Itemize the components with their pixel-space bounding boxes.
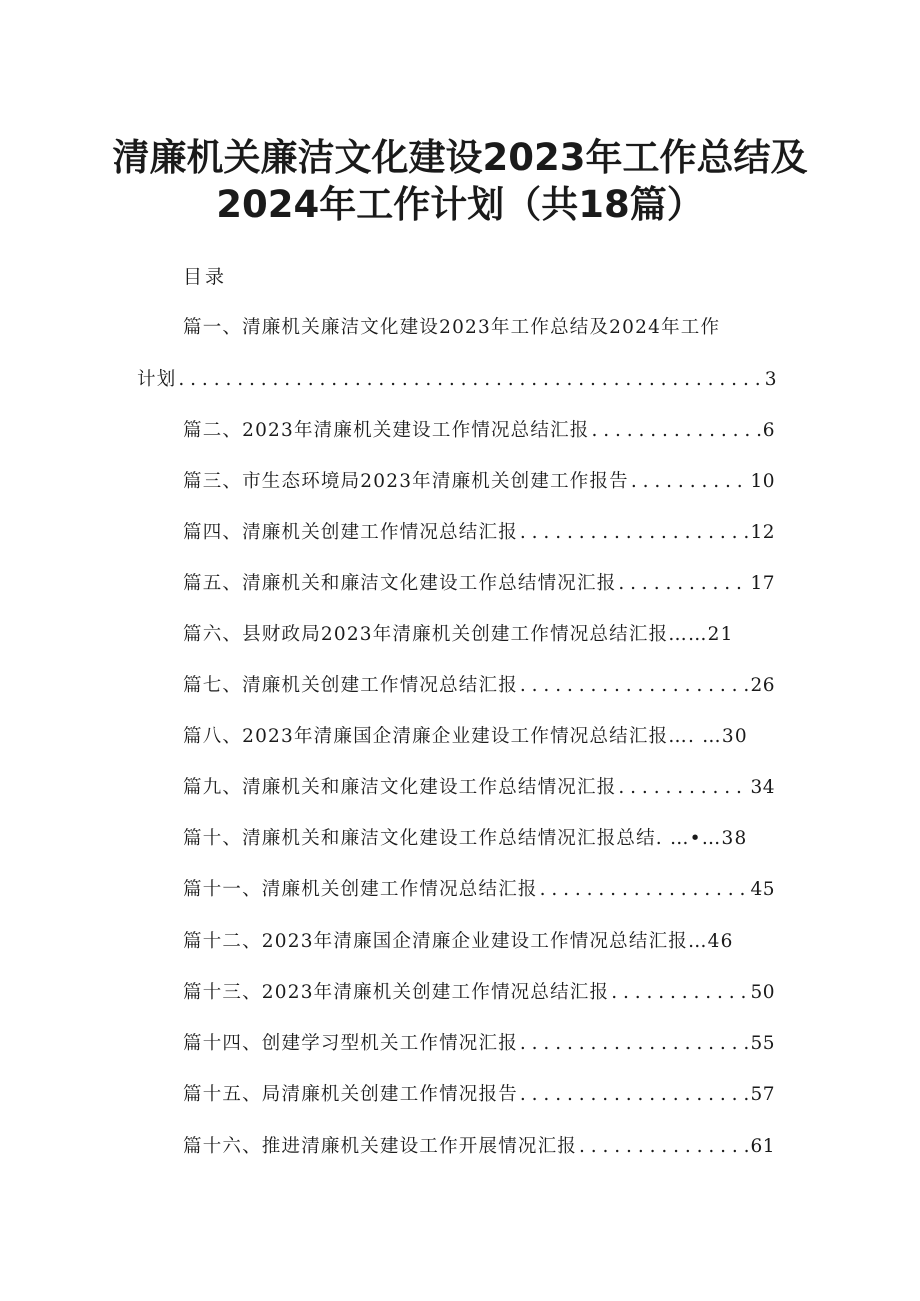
dot-leader — [178, 367, 762, 393]
toc-entry-text: 篇十一、清廉机关创建工作情况总结汇报 — [183, 879, 538, 900]
toc-page-number: 50 — [750, 982, 775, 1003]
toc-entry-text: 篇十三、2023年清廉机关创建工作情况总结汇报 — [183, 982, 610, 1003]
toc-entry-13[interactable] — [183, 980, 775, 1006]
document-title-line-1: 清廉机关廉洁文化建设2023年工作总结及 — [112, 136, 808, 179]
toc-page-number: 3 — [764, 369, 777, 390]
dot-leader — [618, 775, 748, 801]
toc-entry-11[interactable] — [183, 877, 775, 903]
toc-entry-1[interactable] — [137, 367, 777, 393]
toc-entry-text: 计划 — [137, 369, 177, 390]
toc-entry-text: 篇十四、创建学习型机关工作情况汇报 — [183, 1033, 518, 1054]
toc-page-number: 6 — [762, 420, 775, 441]
toc-entry-text: 篇五、清廉机关和廉洁文化建设工作总结情况汇报 — [183, 573, 617, 594]
toc-page-number: 61 — [750, 1136, 775, 1157]
dot-leader — [611, 980, 748, 1006]
toc-entry-4[interactable] — [183, 520, 775, 546]
toc-entry-text: 篇二、2023年清廉机关建设工作情况总结汇报 — [183, 420, 590, 441]
dot-leader — [618, 571, 748, 597]
toc-entry-2[interactable] — [183, 418, 775, 444]
toc-page-number: 26 — [750, 675, 775, 696]
toc-entry-5[interactable] — [183, 571, 775, 597]
toc-entry-3[interactable] — [183, 469, 775, 495]
toc-entry-text: 篇九、清廉机关和廉洁文化建设工作总结情况汇报 — [183, 777, 617, 798]
toc-entry-6[interactable]: 篇六、县财政局2023年清廉机关创建工作情况总结汇报……21 — [183, 624, 734, 645]
toc-entry-8[interactable]: 篇八、2023年清廉国企清廉企业建设工作情况总结汇报…. …30 — [183, 726, 748, 747]
document-title-line-2: 2024年工作计划（共18篇） — [216, 183, 704, 226]
toc-entry-text: 篇四、清廉机关创建工作情况总结汇报 — [183, 522, 518, 543]
toc-entry-1-line-1[interactable]: 篇一、清廉机关廉洁文化建设2023年工作总结及2024年工作 — [183, 317, 721, 338]
toc-entry-10[interactable]: 篇十、清廉机关和廉洁文化建设工作总结情况汇报总结. …•…38 — [183, 828, 748, 849]
dot-leader — [631, 469, 749, 495]
toc-entry-text: 篇三、市生态环境局2023年清廉机关创建工作报告 — [183, 471, 629, 492]
dot-leader — [520, 1082, 749, 1108]
toc-page-number: 45 — [750, 879, 775, 900]
toc-entry-15[interactable] — [183, 1082, 775, 1108]
toc-entry-7[interactable] — [183, 673, 775, 699]
dot-leader — [520, 520, 749, 546]
toc-entry-text: 篇七、清廉机关创建工作情况总结汇报 — [183, 675, 518, 696]
toc-page-number: 57 — [750, 1084, 775, 1105]
dot-leader — [520, 1031, 749, 1057]
toc-entry-14[interactable] — [183, 1031, 775, 1057]
toc-page-number: 55 — [750, 1033, 775, 1054]
toc-entry-12[interactable]: 篇十二、2023年清廉国企清廉企业建设工作情况总结汇报…46 — [183, 931, 734, 952]
toc-page-number: 34 — [750, 777, 775, 798]
toc-page-number: 12 — [750, 522, 775, 543]
toc-entry-text: 篇十五、局清廉机关创建工作情况报告 — [183, 1084, 518, 1105]
toc-page-number: 17 — [750, 573, 775, 594]
toc-entry-9[interactable] — [183, 775, 775, 801]
toc-heading: 目录 — [183, 266, 228, 288]
toc-page-number: 10 — [750, 471, 775, 492]
toc-entry-16[interactable] — [183, 1134, 775, 1160]
dot-leader — [520, 673, 749, 699]
dot-leader — [579, 1134, 748, 1160]
dot-leader — [540, 877, 749, 903]
toc-entry-text: 篇十六、推进清廉机关建设工作开展情况汇报 — [183, 1136, 578, 1157]
dot-leader — [591, 418, 760, 444]
